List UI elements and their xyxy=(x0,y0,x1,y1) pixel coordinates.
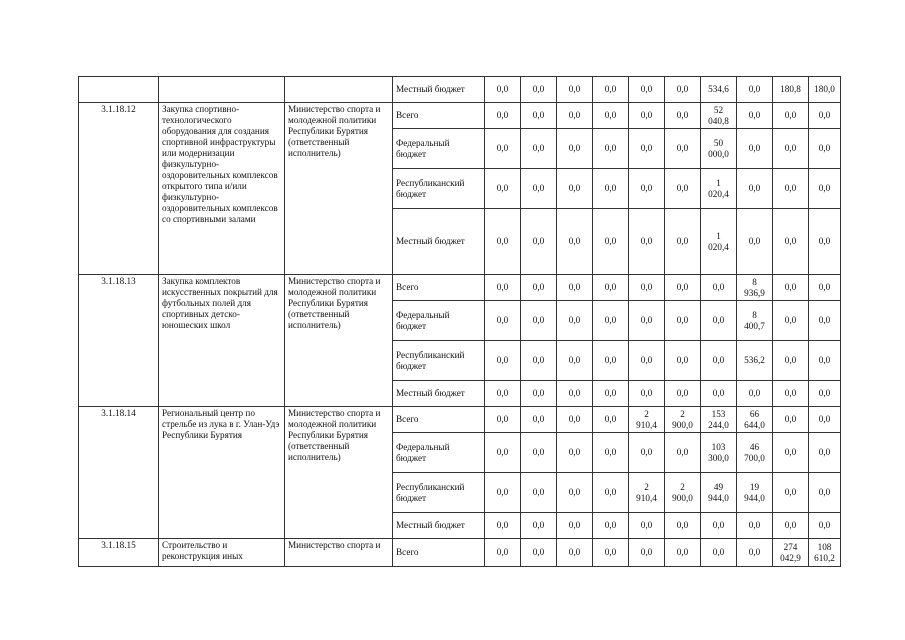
item-name: Закупка комплектов искусственных покрытий для футбольных полей для спортивных детско-юношеских школ xyxy=(159,275,285,407)
amount-cell: 1 020,4 xyxy=(701,209,737,275)
amount-cell: 0,0 xyxy=(485,473,521,513)
amount-cell: 0,0 xyxy=(665,539,701,567)
amount-cell: 0,0 xyxy=(557,433,593,473)
amount-cell: 0,0 xyxy=(773,301,809,341)
amount-cell: 0,0 xyxy=(809,381,841,407)
amount-cell: 0,0 xyxy=(485,341,521,381)
amount-cell: 0,0 xyxy=(593,381,629,407)
funding-source: Республиканский бюджет xyxy=(393,473,485,513)
amount-cell: 0,0 xyxy=(521,275,557,301)
amount-cell: 0,0 xyxy=(521,433,557,473)
table-row xyxy=(79,407,841,433)
amount-cell: 2 910,4 xyxy=(629,407,665,433)
amount-cell: 0,0 xyxy=(809,169,841,209)
amount-cell: 0,0 xyxy=(521,381,557,407)
amount-cell: 2 900,0 xyxy=(665,473,701,513)
amount-cell: 536,2 xyxy=(737,341,773,381)
amount-cell: 0,0 xyxy=(521,539,557,567)
amount-cell: 0,0 xyxy=(773,341,809,381)
funding-source: Всего xyxy=(393,407,485,433)
amount-cell: 0,0 xyxy=(773,433,809,473)
item-code: 3.1.18.15 xyxy=(79,539,159,567)
amount-cell: 0,0 xyxy=(485,381,521,407)
amount-cell: 0,0 xyxy=(665,169,701,209)
amount-cell: 0,0 xyxy=(809,473,841,513)
amount-cell: 0,0 xyxy=(665,103,701,129)
responsible-executor xyxy=(285,77,393,103)
amount-cell: 0,0 xyxy=(701,539,737,567)
amount-cell: 0,0 xyxy=(629,433,665,473)
amount-cell: 0,0 xyxy=(737,169,773,209)
amount-cell: 0,0 xyxy=(593,209,629,275)
amount-cell: 0,0 xyxy=(773,129,809,169)
amount-cell: 0,0 xyxy=(665,513,701,539)
amount-cell: 0,0 xyxy=(485,539,521,567)
amount-cell: 0,0 xyxy=(485,513,521,539)
amount-cell: 46 700,0 xyxy=(737,433,773,473)
amount-cell: 66 644,0 xyxy=(737,407,773,433)
amount-cell: 49 944,0 xyxy=(701,473,737,513)
amount-cell: 0,0 xyxy=(521,407,557,433)
amount-cell: 0,0 xyxy=(629,209,665,275)
amount-cell: 0,0 xyxy=(557,539,593,567)
amount-cell: 0,0 xyxy=(521,473,557,513)
item-name: Региональный центр по стрельбе из лука в г. Улан-Удэ Республики Бурятия xyxy=(159,407,285,539)
amount-cell: 0,0 xyxy=(665,341,701,381)
amount-cell: 0,0 xyxy=(557,77,593,103)
amount-cell: 2 900,0 xyxy=(665,407,701,433)
amount-cell: 0,0 xyxy=(773,513,809,539)
amount-cell: 0,0 xyxy=(593,407,629,433)
amount-cell: 0,0 xyxy=(665,301,701,341)
amount-cell: 0,0 xyxy=(629,539,665,567)
item-name: Закупка спортивно-технологического оборудования для создания спортивной инфраструктуры или модернизации физкультурно-оздоровительных комплексов открытого типа и/или физкультурно-оздоровительных комплексов со спортивными залами xyxy=(159,103,285,275)
funding-source: Федеральный бюджет xyxy=(393,129,485,169)
amount-cell: 0,0 xyxy=(737,103,773,129)
amount-cell: 0,0 xyxy=(485,407,521,433)
amount-cell: 0,0 xyxy=(521,209,557,275)
funding-source: Всего xyxy=(393,539,485,567)
budget-table xyxy=(78,76,841,567)
amount-cell: 0,0 xyxy=(809,513,841,539)
amount-cell: 0,0 xyxy=(665,209,701,275)
amount-cell: 0,0 xyxy=(809,341,841,381)
amount-cell: 0,0 xyxy=(809,433,841,473)
amount-cell: 0,0 xyxy=(629,381,665,407)
amount-cell: 0,0 xyxy=(665,129,701,169)
amount-cell: 0,0 xyxy=(557,275,593,301)
amount-cell: 0,0 xyxy=(521,169,557,209)
amount-cell: 0,0 xyxy=(557,341,593,381)
amount-cell: 0,0 xyxy=(701,513,737,539)
funding-source: Федеральный бюджет xyxy=(393,301,485,341)
responsible-executor: Министерство спорта и xyxy=(285,539,393,567)
amount-cell: 0,0 xyxy=(593,275,629,301)
amount-cell: 0,0 xyxy=(629,301,665,341)
amount-cell: 0,0 xyxy=(629,103,665,129)
amount-cell: 2 910,4 xyxy=(629,473,665,513)
amount-cell: 52 040,8 xyxy=(701,103,737,129)
amount-cell: 8 400,7 xyxy=(737,301,773,341)
amount-cell: 0,0 xyxy=(773,209,809,275)
amount-cell: 0,0 xyxy=(593,473,629,513)
table-row xyxy=(79,539,841,567)
funding-source: Местный бюджет xyxy=(393,77,485,103)
amount-cell: 0,0 xyxy=(701,275,737,301)
amount-cell: 0,0 xyxy=(557,513,593,539)
amount-cell: 0,0 xyxy=(521,77,557,103)
responsible-executor: Министерство спорта и молодежной политики Республики Бурятия (ответственный исполнитель) xyxy=(285,103,393,275)
amount-cell: 0,0 xyxy=(809,209,841,275)
table-row xyxy=(79,77,841,103)
item-code: 3.1.18.14 xyxy=(79,407,159,539)
amount-cell: 0,0 xyxy=(629,77,665,103)
amount-cell: 0,0 xyxy=(485,209,521,275)
funding-source: Федеральный бюджет xyxy=(393,433,485,473)
amount-cell: 0,0 xyxy=(557,473,593,513)
amount-cell: 0,0 xyxy=(773,103,809,129)
amount-cell: 0,0 xyxy=(557,209,593,275)
amount-cell: 180,8 xyxy=(773,77,809,103)
amount-cell: 0,0 xyxy=(809,103,841,129)
amount-cell: 0,0 xyxy=(593,301,629,341)
amount-cell: 0,0 xyxy=(737,381,773,407)
amount-cell: 0,0 xyxy=(629,341,665,381)
amount-cell: 0,0 xyxy=(521,129,557,169)
item-name: Строительство и реконструкция иных xyxy=(159,539,285,567)
amount-cell: 0,0 xyxy=(593,539,629,567)
amount-cell: 0,0 xyxy=(629,275,665,301)
amount-cell: 0,0 xyxy=(665,381,701,407)
table-row xyxy=(79,103,841,129)
amount-cell: 0,0 xyxy=(773,381,809,407)
responsible-executor: Министерство спорта и молодежной политики Республики Бурятия (ответственный исполнитель) xyxy=(285,407,393,539)
amount-cell: 0,0 xyxy=(809,301,841,341)
amount-cell: 0,0 xyxy=(521,513,557,539)
amount-cell: 0,0 xyxy=(593,513,629,539)
funding-source: Республиканский бюджет xyxy=(393,341,485,381)
funding-source: Республиканский бюджет xyxy=(393,169,485,209)
amount-cell: 0,0 xyxy=(521,341,557,381)
funding-source: Местный бюджет xyxy=(393,381,485,407)
amount-cell: 153 244,0 xyxy=(701,407,737,433)
item-name xyxy=(159,77,285,103)
amount-cell: 0,0 xyxy=(701,341,737,381)
amount-cell: 0,0 xyxy=(737,209,773,275)
amount-cell: 0,0 xyxy=(593,169,629,209)
amount-cell: 0,0 xyxy=(485,129,521,169)
amount-cell: 0,0 xyxy=(485,77,521,103)
amount-cell: 0,0 xyxy=(557,169,593,209)
amount-cell: 0,0 xyxy=(557,301,593,341)
amount-cell: 0,0 xyxy=(629,129,665,169)
amount-cell: 0,0 xyxy=(809,275,841,301)
amount-cell: 0,0 xyxy=(629,169,665,209)
amount-cell: 0,0 xyxy=(809,129,841,169)
amount-cell: 0,0 xyxy=(593,129,629,169)
amount-cell: 0,0 xyxy=(485,433,521,473)
amount-cell: 0,0 xyxy=(593,341,629,381)
amount-cell: 108 610,2 xyxy=(809,539,841,567)
amount-cell: 0,0 xyxy=(737,77,773,103)
amount-cell: 0,0 xyxy=(485,103,521,129)
amount-cell: 0,0 xyxy=(557,381,593,407)
amount-cell: 0,0 xyxy=(773,473,809,513)
amount-cell: 0,0 xyxy=(737,539,773,567)
amount-cell: 50 000,0 xyxy=(701,129,737,169)
amount-cell: 0,0 xyxy=(773,169,809,209)
amount-cell: 0,0 xyxy=(701,301,737,341)
amount-cell: 19 944,0 xyxy=(737,473,773,513)
funding-source: Всего xyxy=(393,275,485,301)
amount-cell: 534,6 xyxy=(701,77,737,103)
amount-cell: 0,0 xyxy=(593,433,629,473)
amount-cell: 0,0 xyxy=(773,407,809,433)
amount-cell: 0,0 xyxy=(701,381,737,407)
amount-cell: 0,0 xyxy=(557,407,593,433)
responsible-executor: Министерство спорта и молодежной политики Республики Бурятия (ответственный исполнитель) xyxy=(285,275,393,407)
item-code xyxy=(79,77,159,103)
table-row xyxy=(79,275,841,301)
funding-source: Местный бюджет xyxy=(393,513,485,539)
amount-cell: 0,0 xyxy=(557,129,593,169)
amount-cell: 103 300,0 xyxy=(701,433,737,473)
amount-cell: 0,0 xyxy=(593,77,629,103)
amount-cell: 0,0 xyxy=(665,433,701,473)
amount-cell: 0,0 xyxy=(521,103,557,129)
amount-cell: 8 936,9 xyxy=(737,275,773,301)
amount-cell: 0,0 xyxy=(557,103,593,129)
amount-cell: 0,0 xyxy=(521,301,557,341)
amount-cell: 0,0 xyxy=(809,407,841,433)
item-code: 3.1.18.12 xyxy=(79,103,159,275)
amount-cell: 0,0 xyxy=(485,301,521,341)
amount-cell: 0,0 xyxy=(485,169,521,209)
amount-cell: 274 042,9 xyxy=(773,539,809,567)
amount-cell: 0,0 xyxy=(665,275,701,301)
amount-cell: 0,0 xyxy=(593,103,629,129)
amount-cell: 0,0 xyxy=(773,275,809,301)
amount-cell: 0,0 xyxy=(629,513,665,539)
amount-cell: 0,0 xyxy=(737,129,773,169)
amount-cell: 0,0 xyxy=(665,77,701,103)
amount-cell: 0,0 xyxy=(485,275,521,301)
amount-cell: 1 020,4 xyxy=(701,169,737,209)
funding-source: Всего xyxy=(393,103,485,129)
amount-cell: 0,0 xyxy=(737,513,773,539)
item-code: 3.1.18.13 xyxy=(79,275,159,407)
amount-cell: 180,0 xyxy=(809,77,841,103)
funding-source: Местный бюджет xyxy=(393,209,485,275)
